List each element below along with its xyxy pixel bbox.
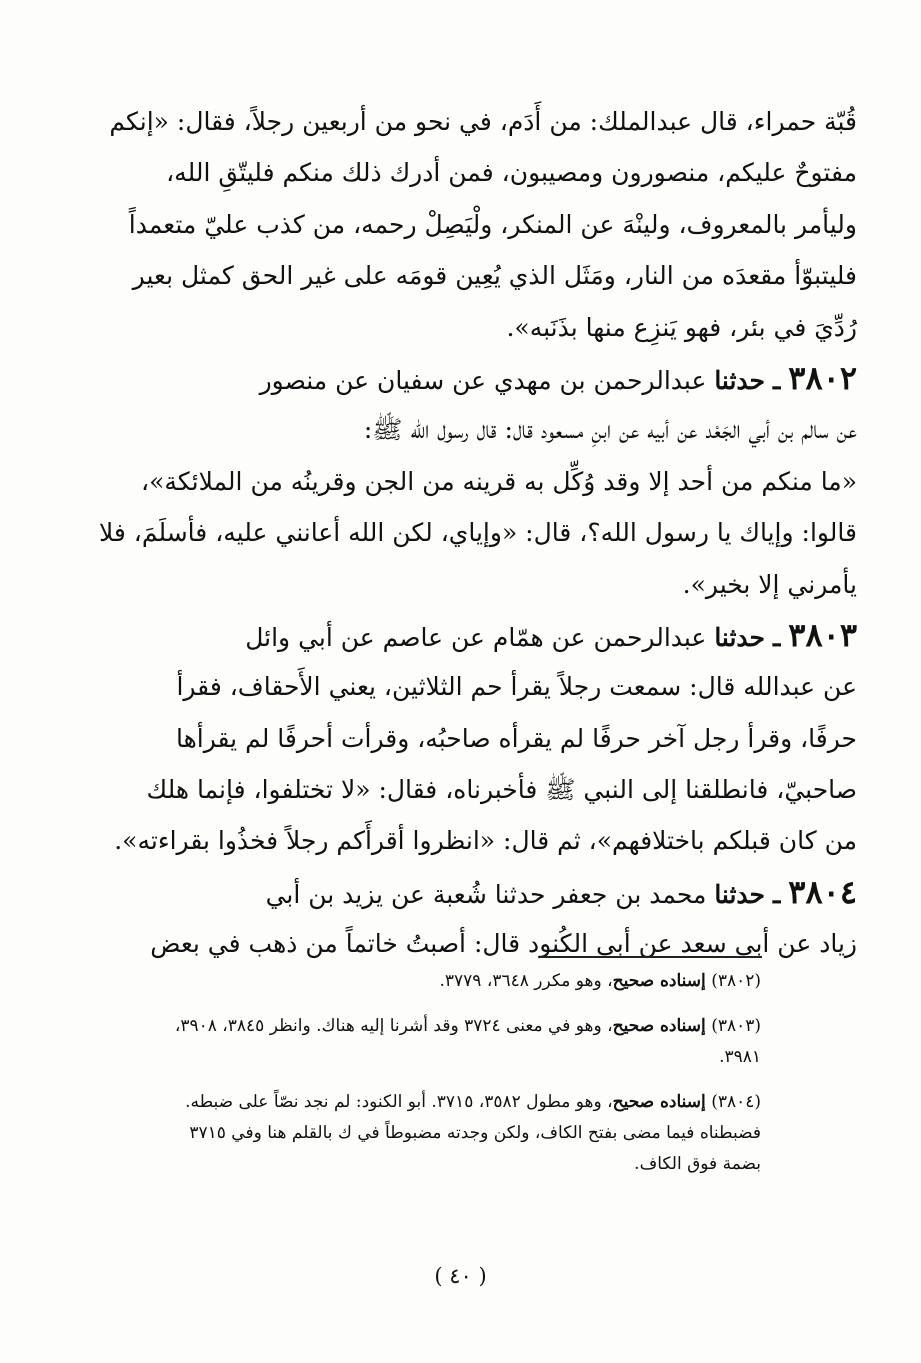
hadith-dash: ـ: [772, 622, 781, 652]
footnote-3803: [62, 1011, 761, 1042]
hadith-3803-heading: [64, 610, 857, 661]
text-line: حرفًا، وقرأ رجل آخر حرفًا لم يقرأه صاحبُه، وقرأت أحرفًا لم يقرأها: [175, 723, 857, 753]
hadith-number: ٣٨٠٢: [788, 358, 857, 397]
footnote-continuation: بضمة فوق الكاف.: [634, 1154, 761, 1174]
text-line: مفتوحٌ عليكم، منصورون ومصيبون، فمن أدرك ذلك منكم فليتّقِ الله،: [166, 158, 857, 188]
hadith-chain: محمد بن جعفر حدثنا شُعبة عن يزيد بن أبي: [265, 879, 707, 909]
hadith-keyword: حدثنا: [714, 622, 766, 652]
text-line: قالوا: وإياك يا رسول الله؟، قال: «وإياي، لكن الله أعانني عليه، فأسلَمَ، فلا: [98, 518, 857, 548]
footnote-continuation: ٣٩٨١.: [719, 1047, 761, 1067]
hadith-chain: عبدالرحمن بن مهدي عن سفيان عن منصور: [259, 365, 707, 395]
footnote-ref: (٣٨٠٤): [711, 1092, 761, 1112]
hadith-keyword: حدثنا: [714, 879, 766, 909]
hadith-dash: ـ: [772, 365, 781, 395]
text-line: رُدِّيَ في بئر، فهو يَنزِع منها بذَنَبه».: [506, 312, 857, 342]
footnote-ref: (٣٨٠٣): [711, 1016, 761, 1036]
footnote-divider: [540, 956, 762, 958]
text-line: عن سالم بن أبي الجَعْد عن أبيه عن ابنِ مسعود قال: قال رسول الله ﷺ:: [363, 415, 857, 445]
footnote-text: ، وهو مكرر ٣٦٤٨، ٣٧٧٩.: [439, 971, 613, 991]
footnotes: [62, 966, 761, 1180]
text-line: «ما منكم من أحد إلا وقد وُكِّل به قرينه من الجن وقرينُه من الملائكة»،: [141, 466, 857, 496]
hadith-dash: ـ: [772, 879, 781, 909]
main-text: [64, 96, 857, 970]
footnote-text: ، وهو في معنى ٣٧٢٤ وقد أشرنا إليه هناك. وانظر ٣٨٤٥، ٣٩٠٨،: [174, 1016, 613, 1036]
footnote-text: ، وهو مطول ٣٥٨٢، ٣٧١٥. أبو الكنود: لم نجد نصّاً على ضبطه.: [185, 1092, 613, 1112]
hadith-chain: عبدالرحمن عن همّام عن عاصم عن أبي وائل: [245, 622, 707, 652]
footnote-grade: إسناده صحيح: [612, 1092, 706, 1112]
footnote-ref: (٣٨٠٢): [711, 971, 761, 991]
footnote-3802: [62, 966, 761, 997]
hadith-keyword: حدثنا: [714, 365, 766, 395]
footnote-grade: إسناده صحيح: [612, 1016, 706, 1036]
hadith-number: ٣٨٠٤: [788, 872, 857, 911]
footnote-3804: [62, 1087, 761, 1118]
text-line: يأمرني إلا بخير».: [682, 569, 857, 599]
text-line: من كان قبلكم باختلافهم»، ثم قال: «انظروا أقرأَكم رجلاً فخذُوا بقراءته».: [114, 826, 857, 856]
text-line: عن عبدالله قال: سمعت رجلاً يقرأ حم الثلاثين، يعني الأَحقاف، فقرأ: [176, 672, 857, 702]
hadith-3802-heading: [64, 353, 857, 404]
text-line: زياد عن أبي سعد عن أبي الكُنود قال: أصبتُ خاتماً من ذهب في بعض: [150, 929, 857, 959]
text-line: فليتبوّأ مقعدَه من النار، ومَثَل الذي يُعِين قومَه على غير الحق كمثل بعير: [132, 261, 857, 291]
footnote-continuation: فضبطناه فيما مضى بفتح الكاف، ولكن وجدته مضبوطاً في ك بالقلم هنا وفي ٣٧١٥: [189, 1123, 761, 1143]
hadith-number: ٣٨٠٣: [788, 615, 857, 654]
text-line: صاحبيّ، فانطلقنا إلى النبي ﷺ فأخبرناه، فقال: «لا تختلفوا، فإنما هلك: [146, 775, 857, 805]
hadith-3804-heading: [64, 867, 857, 918]
page-number: ( ٤٠ ): [434, 1264, 487, 1288]
text-line: وليأمر بالمعروف، ولينْهَ عن المنكر، ولْيَصِلْ رحمه، من كذب عليّ متعمداً: [128, 209, 857, 239]
footnote-grade: إسناده صحيح: [612, 971, 706, 991]
text-line: قُبّة حمراء، قال عبدالملك: من أَدَم، في نحو من أربعين رجلاً، فقال: «إنكم: [109, 107, 857, 136]
